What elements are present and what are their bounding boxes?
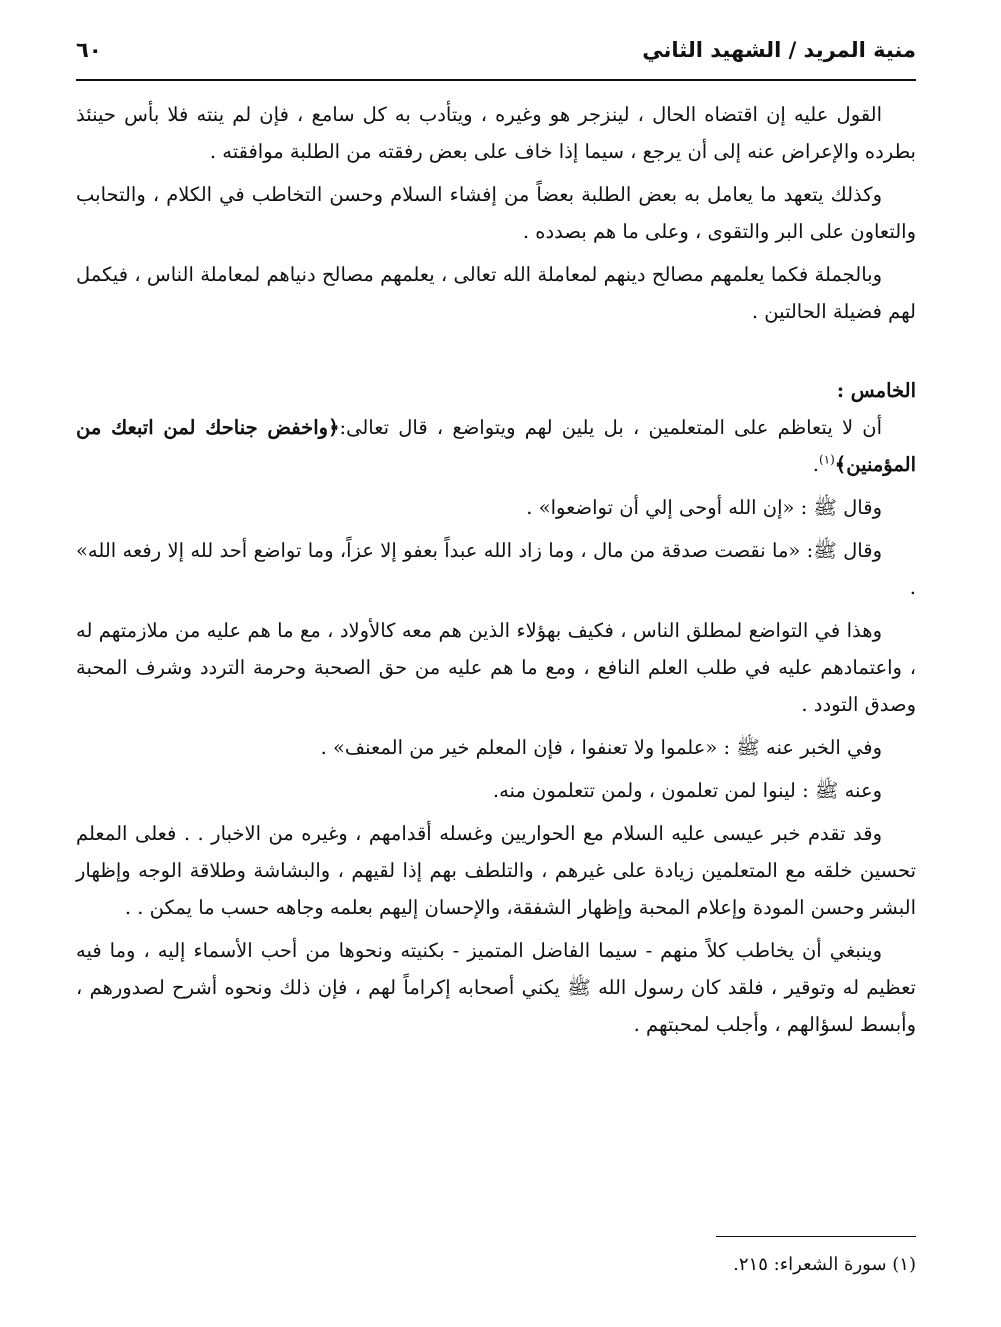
footnote-rule bbox=[716, 1236, 916, 1237]
body-text bbox=[76, 96, 916, 1049]
paragraph: وهذا في التواضع لمطلق الناس ، فكيف بهؤلاء الذين هم معه كالأولاد ، مع ما هم عليه من ملازمتهم له ، واعتمادهم عليه في طلب العلم النافع ، ومع ما هم عليه من حق الصحبة وحرمة التردد وشرف المحبة وصدق التودد . bbox=[76, 619, 916, 716]
running-title: منية المريد / الشهيد الثاني bbox=[642, 38, 916, 62]
paragraph: وبالجملة فكما يعلمهم مصالح دينهم لمعاملة الله تعالى ، يعلمهم مصالح دنياهم لمعاملة الناس ، فيكمل لهم فضيلة الحالتين . bbox=[76, 263, 916, 323]
paragraph: وعنه ﷺ : لينوا لمن تعلمون ، ولمن تتعلمون منه. bbox=[492, 779, 882, 802]
quran-verse: ﴿واخفض جناحك لمن اتبعك من المؤمنين﴾ bbox=[76, 416, 916, 476]
paragraph: وفي الخبر عنه ﷺ : «علموا ولا تعنفوا ، فإن المعلم خير من المعنف» . bbox=[320, 736, 882, 759]
page-header bbox=[76, 30, 916, 80]
paragraph: وقال ﷺ: «ما نقصت صدقة من مال ، وما زاد الله عبداً بعفو إلا عزاً، وما تواضع أحد لله إلا رفعه الله» . bbox=[76, 539, 916, 599]
paragraph: وقال ﷺ : «إن الله أوحى إلي أن تواضعوا» . bbox=[526, 496, 882, 519]
paragraph: وكذلك يتعهد ما يعامل به بعض الطلبة بعضاً من إفشاء السلام وحسن التخاطب في الكلام ، والتحابب والتعاون على البر والتقوى ، وعلى ما هم بصدده . bbox=[76, 183, 916, 243]
page-number: ٦٠ bbox=[76, 38, 102, 62]
paragraph-lead: أن لا يتعاظم على المتعلمين ، بل يلين لهم ويتواضع ، قال تعالى: bbox=[339, 416, 882, 439]
paragraph-end: . bbox=[812, 453, 819, 476]
paragraph: وينبغي أن يخاطب كلاً منهم - سيما الفاضل المتميز - بكنيته ونحوها من أحب الأسماء إليه ، وما فيه تعظيم له وتوقير ، فلقد كان رسول الله ﷺ يكني أصحابه إكراماً لهم ، فإن ذلك ونحوه أشرح لصدورهم ، وأبسط لسؤالهم ، وأجلب لمحبتهم . bbox=[76, 939, 916, 1036]
section-heading: الخامس : bbox=[836, 379, 916, 402]
paragraph: القول عليه إن اقتضاه الحال ، لينزجر هو وغيره ، ويتأدب به كل سامع ، فإن لم ينته فلا بأس حينئذ بطرده والإعراض عنه إلى أن يرجع ، سيما إذا خاف على بعض رفقته من الطلبة موافقته . bbox=[76, 103, 916, 163]
footnote-ref: (١) bbox=[818, 452, 835, 467]
paragraph bbox=[76, 409, 916, 483]
footnote: (١) سورة الشعراء: ٢١٥. bbox=[733, 1254, 916, 1275]
header-rule bbox=[76, 79, 916, 81]
paragraph: وقد تقدم خبر عيسى عليه السلام مع الحواريين وغسله أقدامهم ، وغيره من الاخبار . . فعلى المعلم تحسين خلقه مع المتعلمين زيادة على غيرهم ، والتلطف بهم إذا لقيهم ، والبشاشة وطلاقة الوجه وإظهار البشر وحسن المودة وإعلام المحبة وإظهار الشفقة، والإحسان إليهم بعلمه وجاهه حسب ما يمكن . . bbox=[76, 822, 916, 919]
